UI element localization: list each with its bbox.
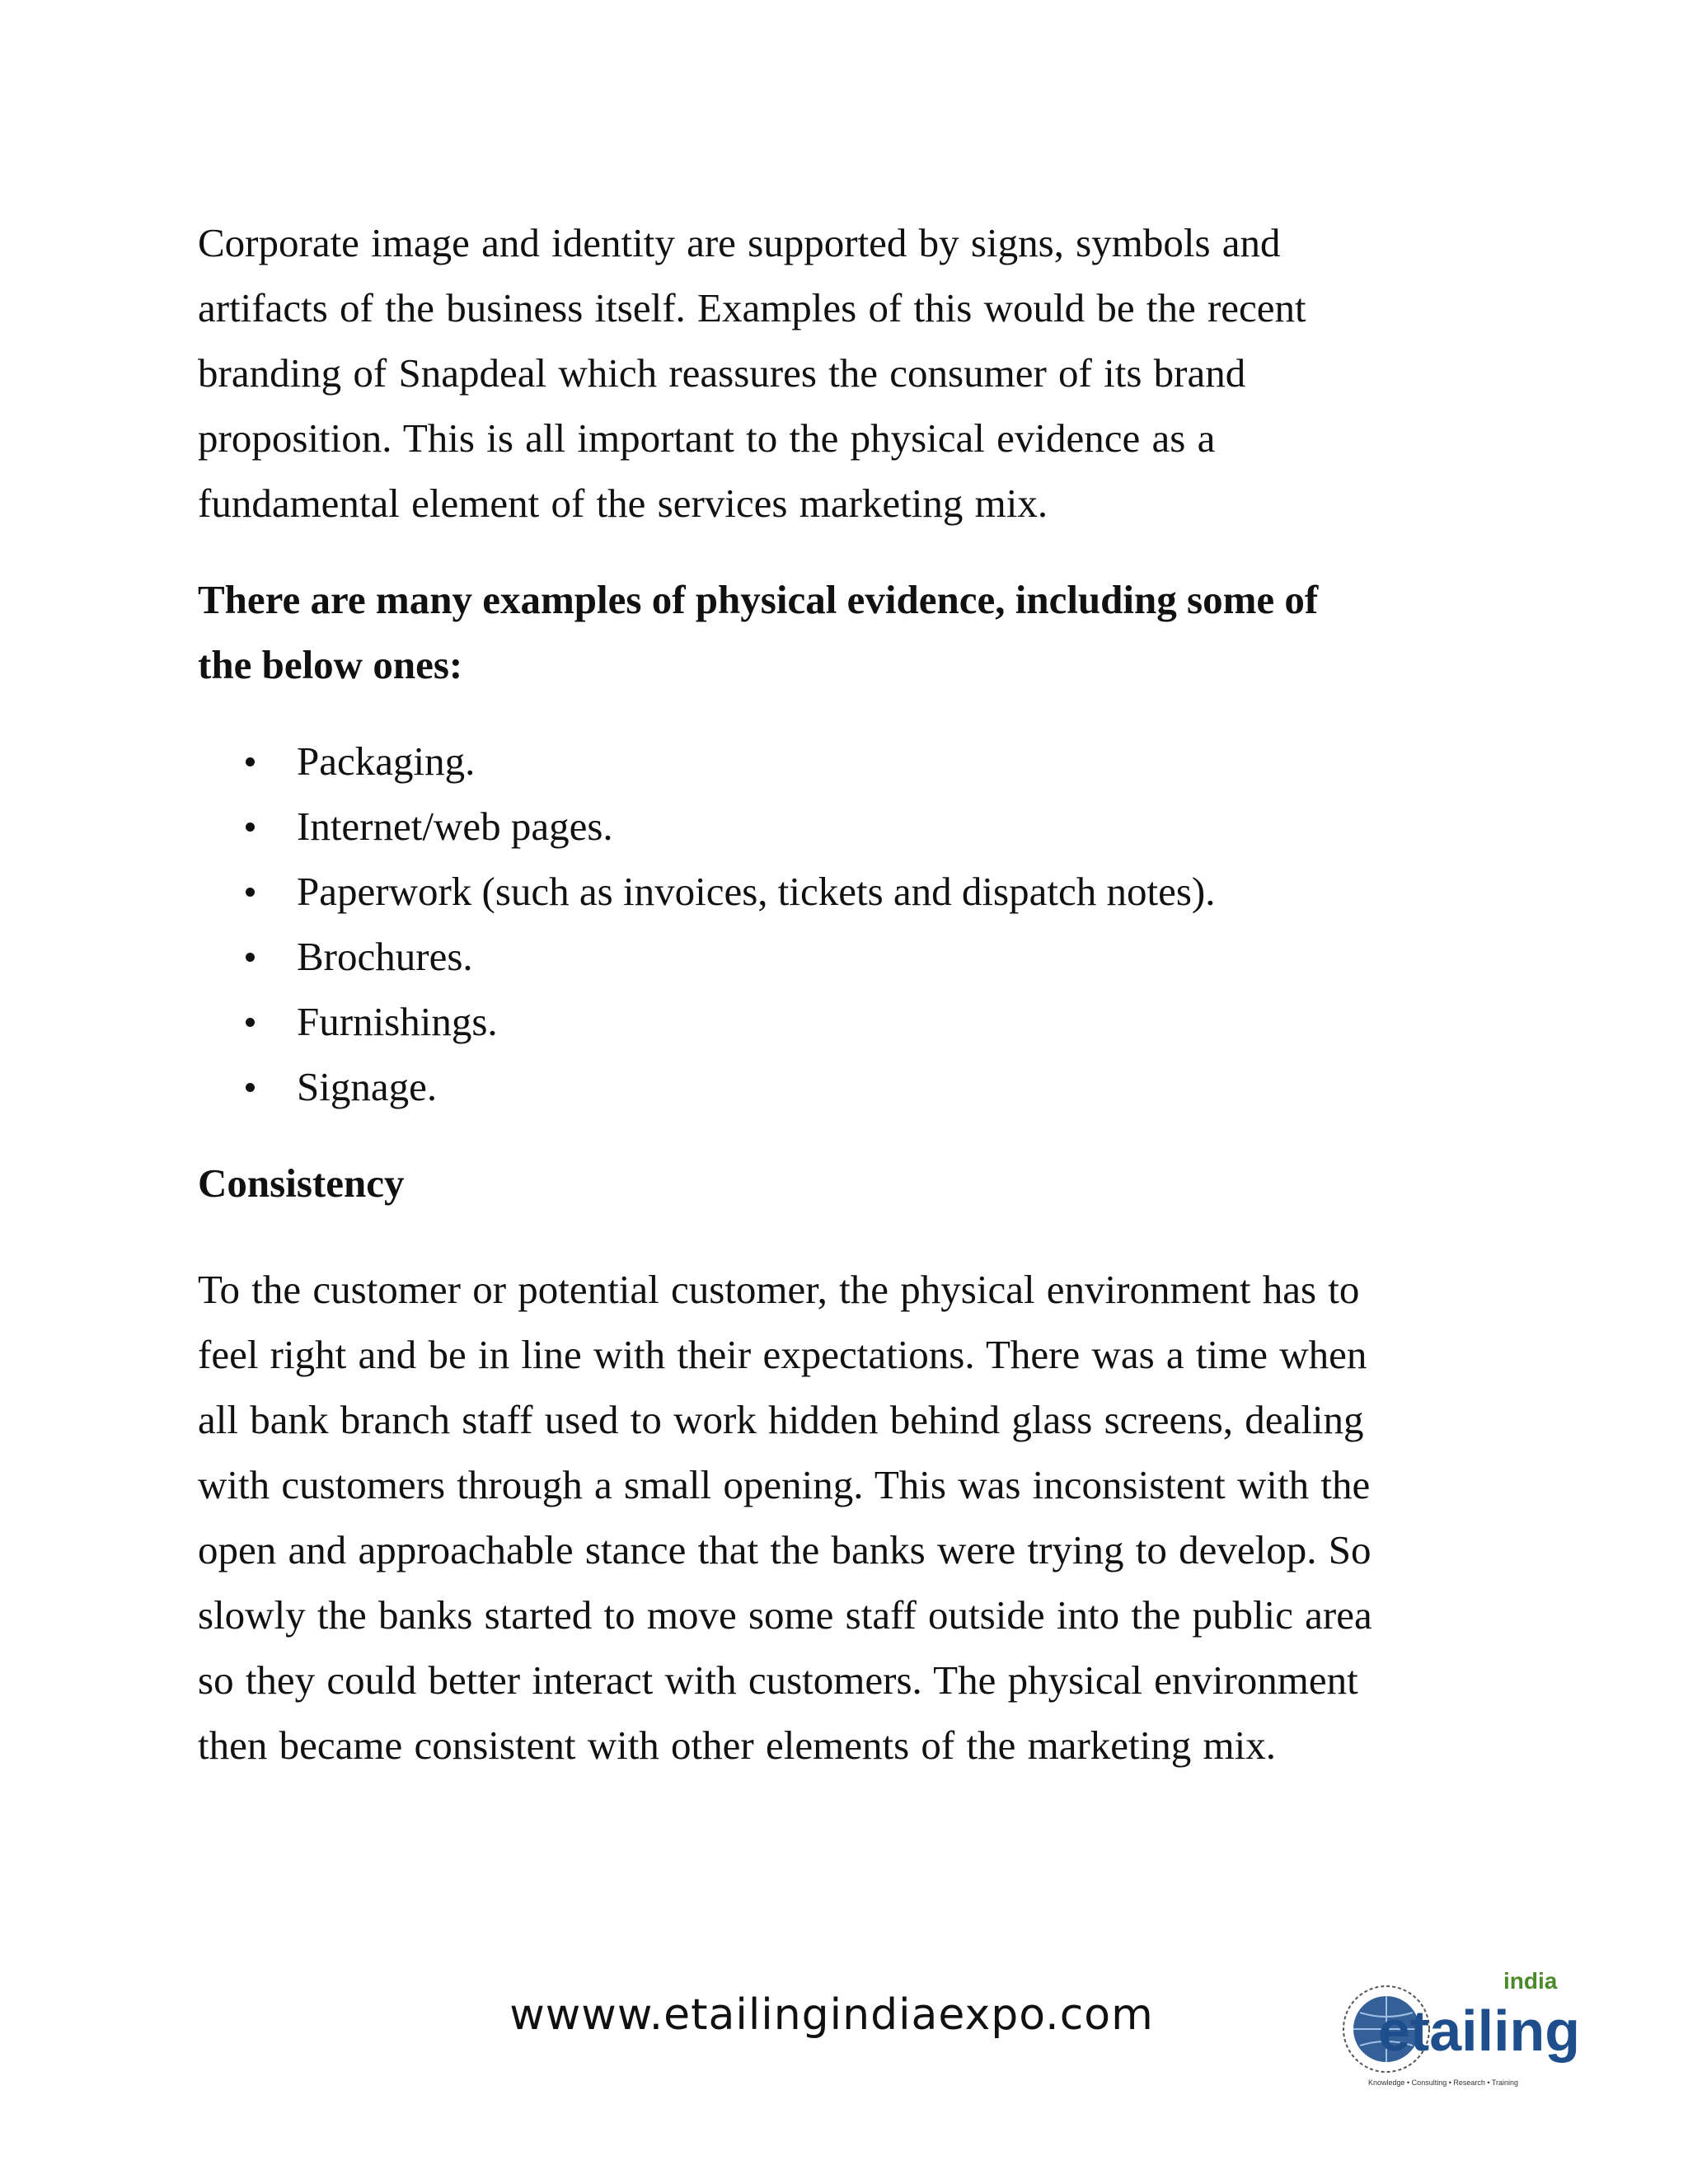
list-item-text: Furnishings. [297,999,498,1044]
bullet-icon [246,757,255,766]
list-item [198,794,1484,859]
list-item-text: Internet/web pages. [297,804,613,849]
consistency-line: open and approachable stance that the banks were trying to develop. So [198,1527,1372,1572]
page-content [198,210,1484,1778]
logo-tagline: Knowledge • Consulting • Research • Training [1368,2079,1519,2087]
bullet-icon [246,1018,255,1027]
footer-url[interactable]: wwww.etailingindiaexpo.com [509,1990,1154,2040]
intro-line: Corporate image and identity are supported by signs, symbols and [198,220,1281,265]
list-item [198,1054,1484,1119]
intro-paragraph [198,210,1484,536]
etailing-logo [1335,1953,1582,2102]
intro-line: branding of Snapdeal which reassures the consumer of its brand [198,350,1246,396]
list-item [198,924,1484,989]
list-item [198,729,1484,794]
intro-line: artifacts of the business itself. Examples of this would be the recent [198,285,1306,330]
section-heading-consistency: Consistency [198,1160,405,1206]
consistency-line: with customers through a small opening. This was inconsistent with the [198,1462,1371,1507]
lead-line: the below ones: [198,642,463,687]
list-item-text: Paperwork (such as invoices, tickets and dispatch notes). [297,869,1216,914]
bullet-icon [246,823,255,832]
intro-line: proposition. This is all important to the physical evidence as a [198,415,1216,461]
list-item [198,989,1484,1054]
consistency-line: then became consistent with other elements of the marketing mix. [198,1722,1276,1768]
list-item-text: Brochures. [297,934,473,979]
consistency-line: all bank branch staff used to work hidden behind glass screens, dealing [198,1397,1364,1442]
bullet-icon [246,888,255,897]
examples-list [198,729,1484,1119]
examples-lead [198,567,1484,697]
logo-wordmark: etailing [1378,1999,1581,2063]
bullet-icon [246,1083,255,1092]
list-item-text: Packaging. [297,738,476,784]
consistency-line: feel right and be in line with their expectations. There was a time when [198,1332,1367,1377]
list-item [198,859,1484,924]
intro-line: fundamental element of the services marketing mix. [198,480,1048,526]
consistency-line: so they could better interact with customers. The physical environment [198,1657,1358,1703]
consistency-line: slowly the banks started to move some staff outside into the public area [198,1592,1372,1638]
list-item-text: Signage. [297,1064,438,1109]
consistency-line: To the customer or potential customer, the physical environment has to [198,1267,1360,1312]
bullet-icon [246,953,255,962]
logo-badge: india [1503,1968,1558,1994]
lead-line: There are many examples of physical evidence, including some of [198,577,1319,622]
consistency-paragraph [198,1257,1484,1778]
